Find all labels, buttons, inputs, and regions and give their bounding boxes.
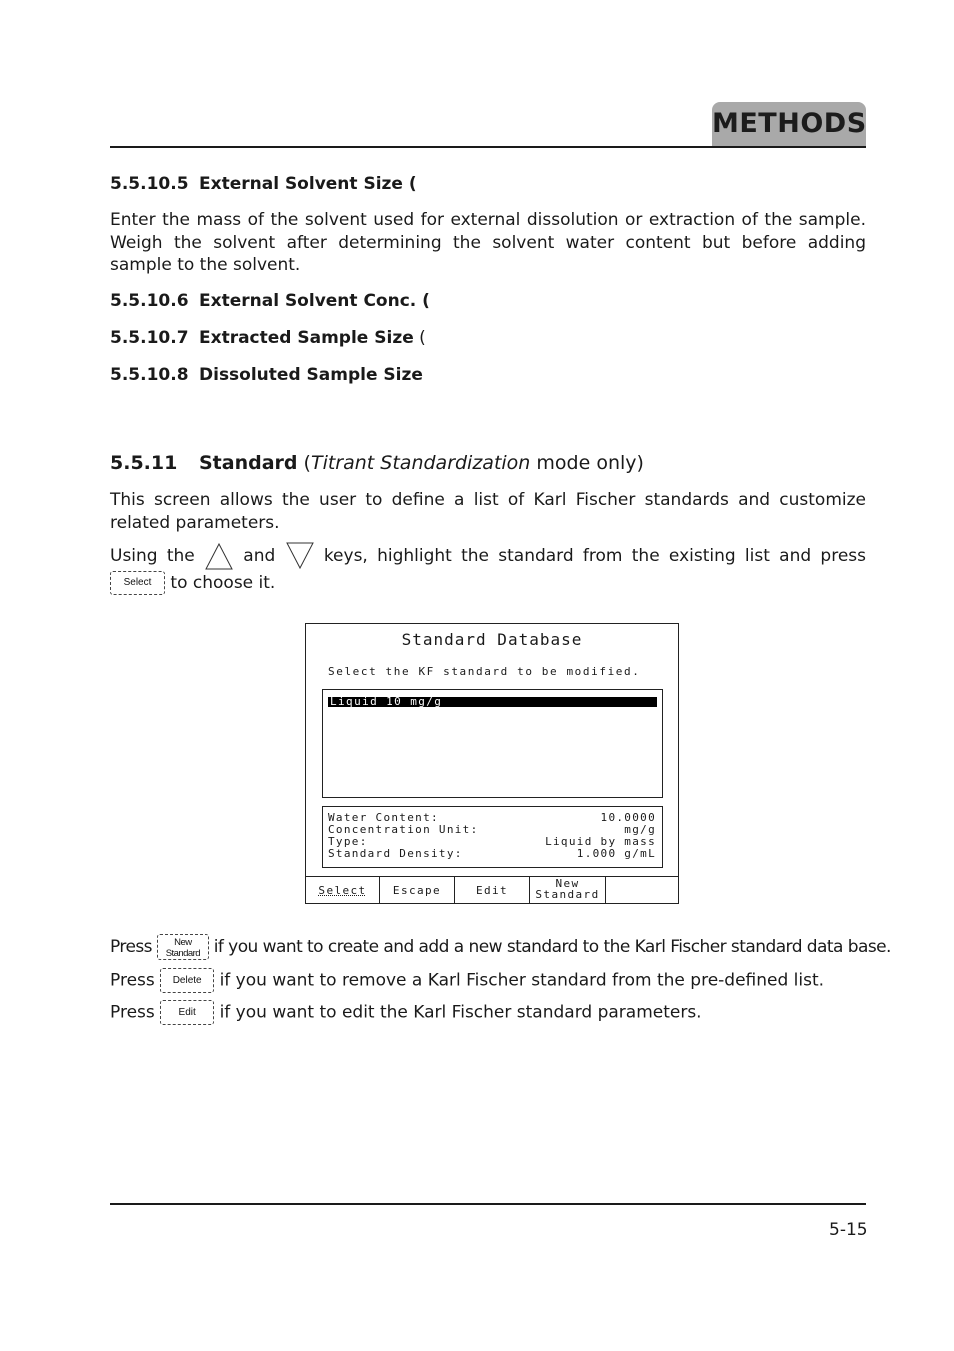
info-value: Liquid by mass [545, 835, 656, 848]
section-title: METHODS [712, 108, 867, 139]
down-arrow-icon [285, 542, 315, 570]
text-fragment: choose it. [192, 573, 276, 593]
new-standard-key-icon [157, 934, 209, 960]
text-fragment: keys, highlight the standard from the existing list and press [323, 546, 866, 566]
section-tab [712, 102, 866, 146]
softkey-edit[interactable] [455, 877, 530, 904]
press-line-new-standard [110, 934, 891, 960]
standard-info-panel [322, 806, 663, 868]
heading-number: 5.5.10.5 [110, 174, 189, 194]
press-line-delete [110, 968, 824, 993]
softkey-empty[interactable] [606, 877, 678, 904]
text-fragment: Press [110, 937, 152, 957]
press-line-edit [110, 1000, 702, 1025]
heading-suffix: ( [413, 328, 426, 348]
text-fragment: Press [110, 970, 155, 991]
heading-text: External Solvent Size ( [199, 174, 417, 194]
info-value: 1.000 g/mL [576, 847, 656, 860]
info-label: Type: [328, 835, 368, 848]
heading-text: External Solvent Conc. ( [199, 291, 430, 311]
heading-number: 5.5.10.7 [110, 328, 189, 348]
heading-text: Extracted Sample Size [199, 328, 414, 348]
softkey-label: Edit [475, 884, 509, 897]
text-fragment: Using the [110, 546, 195, 566]
heading-5-5-10-7 [110, 328, 426, 348]
footer-rule [110, 1203, 866, 1205]
lcd-prompt: Select the KF standard to be modified. [328, 665, 641, 678]
text-fragment: and [243, 546, 276, 566]
heading-text: Dissoluted Sample Size [199, 365, 423, 385]
heading-open: ( [297, 452, 311, 474]
standard-list[interactable] [322, 689, 663, 798]
text-fragment: Press [110, 1002, 155, 1023]
select-key-icon: Select [110, 571, 165, 595]
heading-text: Standard [199, 452, 298, 474]
text-fragment: if you want to edit the Karl Fischer standard parameters. [219, 1002, 702, 1023]
heading-number: 5.5.10.8 [110, 365, 189, 385]
text-fragment: if you want to create and add a new standard to the Karl Fischer standard data base. [213, 937, 891, 957]
text-fragment: to [170, 573, 188, 593]
heading-5-5-10-8 [110, 365, 423, 385]
heading-5-5-10-5 [110, 174, 417, 194]
info-row [328, 848, 656, 860]
key-label: New [174, 937, 192, 948]
info-value: 10.0000 [600, 811, 656, 824]
page-number: 5-15 [829, 1220, 868, 1240]
softkey-label: Select [318, 884, 367, 897]
paragraph-external-solvent: Enter the mass of the solvent used for external dissolution or extraction of the sample. Weigh the solvent after determining the solvent water content but before adding sample to the solvent. [110, 210, 866, 275]
edit-key-icon: Edit [160, 1000, 214, 1025]
softkey-label: Standard [535, 888, 600, 901]
softkey-select[interactable] [306, 877, 380, 904]
info-label: Standard Density: [328, 847, 463, 860]
heading-number: 5.5.10.6 [110, 291, 189, 311]
softkey-escape[interactable] [380, 877, 455, 904]
softkey-new-standard[interactable] [530, 877, 606, 904]
info-label: Water Content: [328, 811, 439, 824]
header-rule [110, 146, 866, 148]
key-label: Standard [165, 948, 200, 959]
paragraph-using-keys [110, 542, 866, 596]
lcd-title: Standard Database [401, 630, 583, 649]
paragraph-standard: This screen allows the user to define a list of Karl Fischer standards and customize related parameters. [110, 490, 866, 533]
list-item[interactable]: Liquid 10 mg/g [328, 697, 657, 707]
delete-key-icon: Delete [160, 968, 214, 993]
heading-rest: mode only) [530, 452, 644, 474]
softkey-bar [306, 876, 678, 905]
heading-italic: Titrant Standardization [310, 452, 531, 474]
heading-number: 5.5.11 [110, 452, 178, 474]
heading-5-5-10-6 [110, 291, 430, 311]
heading-5-5-11 [110, 452, 644, 474]
info-value: mg/g [624, 823, 656, 836]
text-fragment: if you want to remove a Karl Fischer standard from the pre-defined list. [219, 970, 825, 991]
softkey-label: Escape [392, 884, 442, 897]
softkey-label: New [555, 877, 580, 890]
up-arrow-icon [204, 542, 234, 570]
info-label: Concentration Unit: [328, 823, 479, 836]
lcd-screen [305, 623, 679, 904]
